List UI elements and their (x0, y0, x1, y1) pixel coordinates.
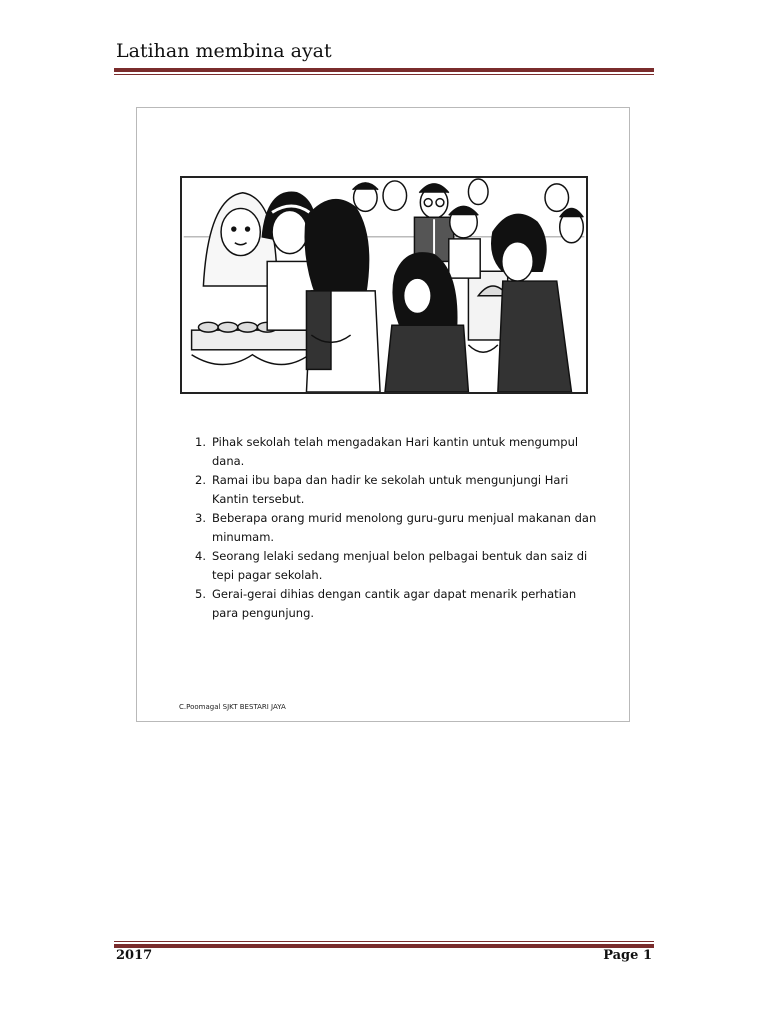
list-item: 5. Gerai-gerai dihias dengan cantik agar dapat menarik perhatian para pengunjung. (195, 587, 577, 620)
footer-year: 2017 (116, 948, 153, 963)
sentence-text: Beberapa orang murid menolong guru-guru menjual makanan dan minumam. (212, 511, 597, 544)
sentence-text: Seorang lelaki sedang menjual belon pelbagai bentuk dan saiz di tepi pagar sekolah. (212, 549, 588, 582)
sentence-text: Ramai ibu bapa dan hadir ke sekolah untuk mengunjungi Hari Kantin tersebut. (212, 473, 569, 506)
list-item: 3. Beberapa orang murid menolong guru-guru menjual makanan dan minumam. (195, 511, 597, 544)
list-item: 2. Ramai ibu bapa dan hadir ke sekolah untuk mengunjungi Hari Kantin tersebut. (195, 473, 569, 506)
sentence-list (195, 433, 605, 623)
footer-rule (114, 941, 654, 948)
sentence-text: Gerai-gerai dihias dengan cantik agar dapat menarik perhatian para pengunjung. (212, 587, 577, 620)
list-item: 1. Pihak sekolah telah mengadakan Hari kantin untuk mengumpul dana. (195, 435, 579, 468)
canteen-day-illustration (180, 176, 588, 394)
author-credit: C.Poomagal SJKT BESTARI JAYA (179, 703, 286, 711)
document-title: Latihan membina ayat (116, 40, 332, 62)
list-item: 4. Seorang lelaki sedang menjual belon pelbagai bentuk dan saiz di tepi pagar sekolah. (195, 549, 588, 582)
page-number: Page 1 (603, 948, 652, 963)
worksheet-frame (136, 107, 630, 722)
header-rule (114, 68, 654, 75)
sentence-text: Pihak sekolah telah mengadakan Hari kantin untuk mengumpul dana. (212, 435, 579, 468)
